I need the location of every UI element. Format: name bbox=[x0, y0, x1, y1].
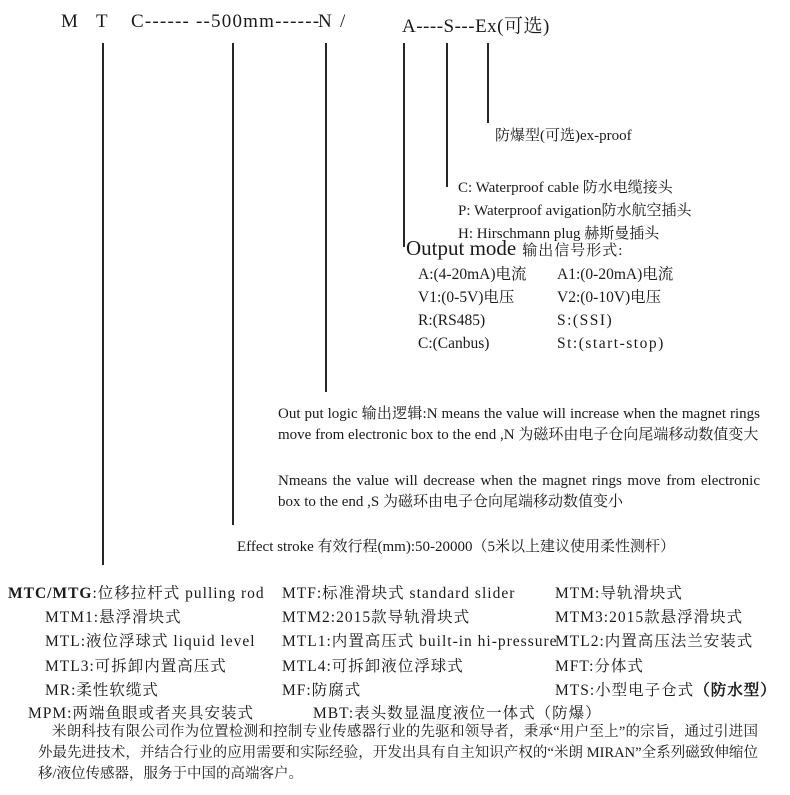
output-mode-title-zh: 输出信号形式: bbox=[522, 243, 624, 259]
model-cell-mtf: MTF:标准滑块式 standard slider bbox=[282, 585, 516, 602]
model-cell-mtl2: MTL2:内置高压法兰安装式 bbox=[555, 633, 754, 650]
effect-stroke-note: Effect stroke 有效行程(mm):50-20000（5米以上建议使用柔性测杆） bbox=[237, 539, 676, 555]
model-cell-mtm2: MTM2:2015款导轨滑块式 bbox=[282, 609, 471, 626]
output-option-row-4 bbox=[418, 333, 665, 355]
output-option-a1: A1:(0-20mA)电流 bbox=[557, 266, 674, 283]
company-intro-paragraph: 米朗科技有限公司作为位置检测和控制专业传感器行业的先驱和领导者，秉承“用户至上”的宗旨，通过引进国外最先进技术，并结合行业的应用需要和实际经验，开发出具有自主知识产权的“米朗 MIRAN”全系列磁致伸缩位移/液位传感器，服务于中国的高端客户。 bbox=[38, 724, 758, 782]
output-option-v1: V1:(0-5V)电压 bbox=[418, 289, 515, 306]
plug-option-c: C: Waterproof cable 防水电缆接头 bbox=[458, 180, 673, 196]
code-part-n: N bbox=[318, 11, 333, 32]
model-cell-mft: MFT:分体式 bbox=[555, 658, 644, 675]
output-option-v2: V2:(0-10V)电压 bbox=[557, 289, 662, 306]
output-option-r: R:(RS485) bbox=[418, 312, 486, 329]
leader-line-series bbox=[102, 43, 104, 565]
model-cell-mtc-mtg-rest: :位移拉杆式 pulling rod bbox=[92, 585, 265, 602]
model-cell-mf: MF:防腐式 bbox=[282, 682, 362, 699]
exproof-label: 防爆型(可选)ex-proof bbox=[495, 128, 632, 144]
code-part-m: M bbox=[61, 11, 79, 32]
model-cell-mtc-mtg bbox=[8, 581, 265, 603]
model-cell-mtc-mtg-bold: MTC/MTG bbox=[8, 585, 93, 602]
model-cell-mtl: MTL:液位浮球式 liquid level bbox=[45, 633, 256, 650]
model-cell-mts-prefix: MTS:小型电子仓式 bbox=[555, 682, 695, 699]
code-part-suffix: A----S---Ex(可选) bbox=[402, 16, 550, 37]
output-option-st: St:(start-stop) bbox=[557, 335, 665, 352]
model-cell-mr: MR:柔性软缆式 bbox=[45, 682, 159, 699]
output-mode-title-en: Output mode bbox=[406, 236, 517, 260]
model-cell-mtm1: MTM1:悬浮滑块式 bbox=[45, 609, 182, 626]
model-cell-mtm: MTM:导轨滑块式 bbox=[555, 585, 683, 602]
model-cell-mbt: MBT:表头数显温度液位一体式（防爆） bbox=[313, 705, 602, 722]
output-logic-paragraph-increase: Out put logic 输出逻辑:N means the value will increase when the magnet rings move from electronic box to the end ,N 为磁环由电子仓向尾端移动数值变大 bbox=[278, 406, 760, 443]
model-cell-mtm3: MTM3:2015款悬浮滑块式 bbox=[555, 609, 744, 626]
output-option-row-3 bbox=[418, 310, 613, 332]
model-cell-mts-bold: （防水型） bbox=[694, 682, 777, 699]
output-option-row-2 bbox=[418, 287, 661, 309]
model-cell-mtl1: MTL1:内置高压式 built-in hi-pressure bbox=[282, 633, 558, 650]
leader-line-output bbox=[403, 43, 405, 247]
output-mode-title bbox=[406, 236, 623, 261]
output-option-s: S:(SSI) bbox=[557, 312, 614, 329]
model-cell-mpm: MPM:两端鱼眼或者夹具安装式 bbox=[28, 705, 254, 722]
leader-line-stroke bbox=[232, 43, 234, 525]
output-option-a: A:(4-20mA)电流 bbox=[418, 266, 527, 283]
output-option-row-1 bbox=[418, 264, 673, 286]
code-part-series-stroke: C------ --500mm------ bbox=[131, 11, 321, 32]
model-cell-mtl4: MTL4:可拆卸液位浮球式 bbox=[282, 658, 464, 675]
model-cell-mts bbox=[555, 678, 777, 700]
plug-option-p: P: Waterproof avigation防水航空插头 bbox=[458, 203, 692, 219]
code-part-slash: / bbox=[340, 11, 346, 32]
leader-line-plug bbox=[446, 43, 448, 187]
output-option-c: C:(Canbus) bbox=[418, 335, 490, 352]
plug-option-h: H: Hirschmann plug 赫斯曼插头 bbox=[458, 226, 660, 242]
leader-line-logic bbox=[325, 43, 327, 392]
output-logic-paragraph-decrease: Nmeans the value will decrease when the magnet rings move from electronic box to the end ,S 为磁环由电子仓向尾端移动数值变小 bbox=[278, 473, 760, 510]
model-cell-mtl3: MTL3:可拆卸内置高压式 bbox=[45, 658, 227, 675]
code-part-t: T bbox=[96, 11, 109, 32]
leader-line-exproof bbox=[487, 43, 489, 123]
